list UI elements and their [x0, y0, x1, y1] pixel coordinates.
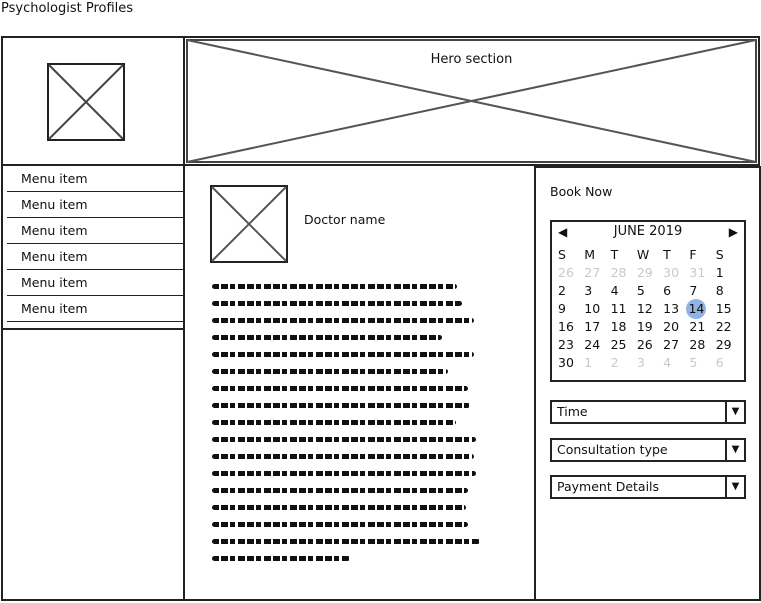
- sidebar-item-1[interactable]: Menu item: [7, 168, 183, 192]
- profile-panel: [183, 164, 536, 601]
- chevron-down-icon[interactable]: ▼: [725, 402, 744, 422]
- calendar-day[interactable]: 30: [558, 355, 574, 370]
- calendar-day-selected[interactable]: [687, 300, 713, 318]
- calendar-day[interactable]: 3: [584, 283, 593, 298]
- prev-month-icon[interactable]: ◀: [558, 225, 568, 239]
- calendar-day[interactable]: 6: [663, 283, 672, 298]
- calendar-day[interactable]: 7: [689, 283, 698, 298]
- calendar-day[interactable]: 29: [715, 337, 732, 352]
- bio-text-scribble: [212, 284, 482, 566]
- chevron-down-icon[interactable]: ▼: [725, 477, 744, 497]
- page-title: Psychologist Profiles: [1, 1, 134, 16]
- calendar-day[interactable]: 5: [636, 283, 645, 298]
- selected-day-value: 14: [686, 299, 706, 319]
- calendar-day[interactable]: 13: [663, 301, 680, 316]
- consultation-type-select[interactable]: [550, 438, 746, 462]
- calendar-day[interactable]: 31: [689, 265, 706, 280]
- calendar-day[interactable]: 23: [558, 337, 574, 352]
- sidebar-item-6[interactable]: Menu item: [7, 298, 183, 322]
- calendar-header: [552, 222, 744, 242]
- logo-area: [1, 36, 185, 166]
- calendar-day[interactable]: 27: [663, 337, 680, 352]
- payment-details-label: Payment Details: [557, 479, 660, 494]
- hero-label: Hero section: [430, 52, 513, 67]
- calendar-day[interactable]: 18: [610, 319, 627, 334]
- chevron-down-icon[interactable]: ▼: [725, 440, 744, 460]
- payment-details-select[interactable]: [550, 475, 746, 499]
- calendar-day[interactable]: 5: [689, 355, 698, 370]
- calendar-day[interactable]: 26: [558, 265, 574, 280]
- sidebar: [1, 164, 185, 601]
- calendar-day[interactable]: 19: [636, 319, 653, 334]
- calendar-day[interactable]: 28: [689, 337, 706, 352]
- sidebar-item-3[interactable]: Menu item: [7, 220, 183, 244]
- doctor-photo-placeholder: [210, 185, 288, 263]
- calendar-day[interactable]: 29: [636, 265, 653, 280]
- calendar-day[interactable]: 2: [558, 283, 566, 298]
- calendar-day[interactable]: 21: [689, 319, 706, 334]
- sidebar-item-5[interactable]: Menu item: [7, 272, 183, 296]
- logo-image-placeholder: [47, 63, 125, 141]
- doctor-name: Doctor name: [304, 212, 386, 227]
- time-select-label: Time: [557, 404, 588, 419]
- calendar-day[interactable]: 20: [663, 319, 680, 334]
- time-select[interactable]: [550, 400, 746, 424]
- calendar-month-label: JUNE 2019: [613, 224, 683, 239]
- weekday-header: T: [663, 247, 671, 262]
- next-month-icon[interactable]: ▶: [728, 225, 738, 239]
- calendar-day[interactable]: 16: [558, 319, 574, 334]
- weekday-header: S: [715, 247, 724, 262]
- hero-section: [183, 36, 760, 166]
- calendar-day[interactable]: 12: [636, 301, 653, 316]
- sidebar-item-2[interactable]: Menu item: [7, 194, 183, 218]
- calendar-day[interactable]: 26: [636, 337, 653, 352]
- weekday-header: M: [584, 247, 596, 262]
- calendar[interactable]: [550, 220, 746, 382]
- consultation-type-label: Consultation type: [557, 442, 668, 457]
- calendar-day[interactable]: 3: [636, 355, 645, 370]
- calendar-day[interactable]: 2: [610, 355, 619, 370]
- calendar-day[interactable]: 28: [610, 265, 627, 280]
- calendar-day[interactable]: 1: [584, 355, 593, 370]
- booking-panel: [534, 166, 761, 601]
- calendar-day[interactable]: 25: [610, 337, 627, 352]
- calendar-day[interactable]: 8: [715, 283, 724, 298]
- weekday-header: T: [610, 247, 619, 262]
- calendar-day[interactable]: 17: [584, 319, 601, 334]
- sidebar-item-4[interactable]: Menu item: [7, 246, 183, 270]
- calendar-day[interactable]: 15: [715, 301, 732, 316]
- calendar-day[interactable]: 4: [610, 283, 619, 298]
- calendar-day[interactable]: 22: [715, 319, 732, 334]
- weekday-header: W: [636, 247, 650, 262]
- weekday-header: F: [689, 247, 697, 262]
- calendar-day[interactable]: 4: [663, 355, 672, 370]
- calendar-day[interactable]: 30: [663, 265, 680, 280]
- calendar-day[interactable]: 1: [715, 265, 724, 280]
- sidebar-menu: [3, 168, 183, 330]
- weekday-header: S: [558, 247, 566, 262]
- calendar-day[interactable]: 27: [584, 265, 601, 280]
- calendar-day[interactable]: 10: [584, 301, 601, 316]
- book-now-title: Book Now: [550, 184, 613, 199]
- calendar-grid: [556, 246, 740, 372]
- calendar-day[interactable]: 11: [610, 301, 627, 316]
- calendar-day[interactable]: 9: [558, 301, 566, 316]
- calendar-day[interactable]: 6: [715, 355, 724, 370]
- calendar-day[interactable]: 24: [584, 337, 601, 352]
